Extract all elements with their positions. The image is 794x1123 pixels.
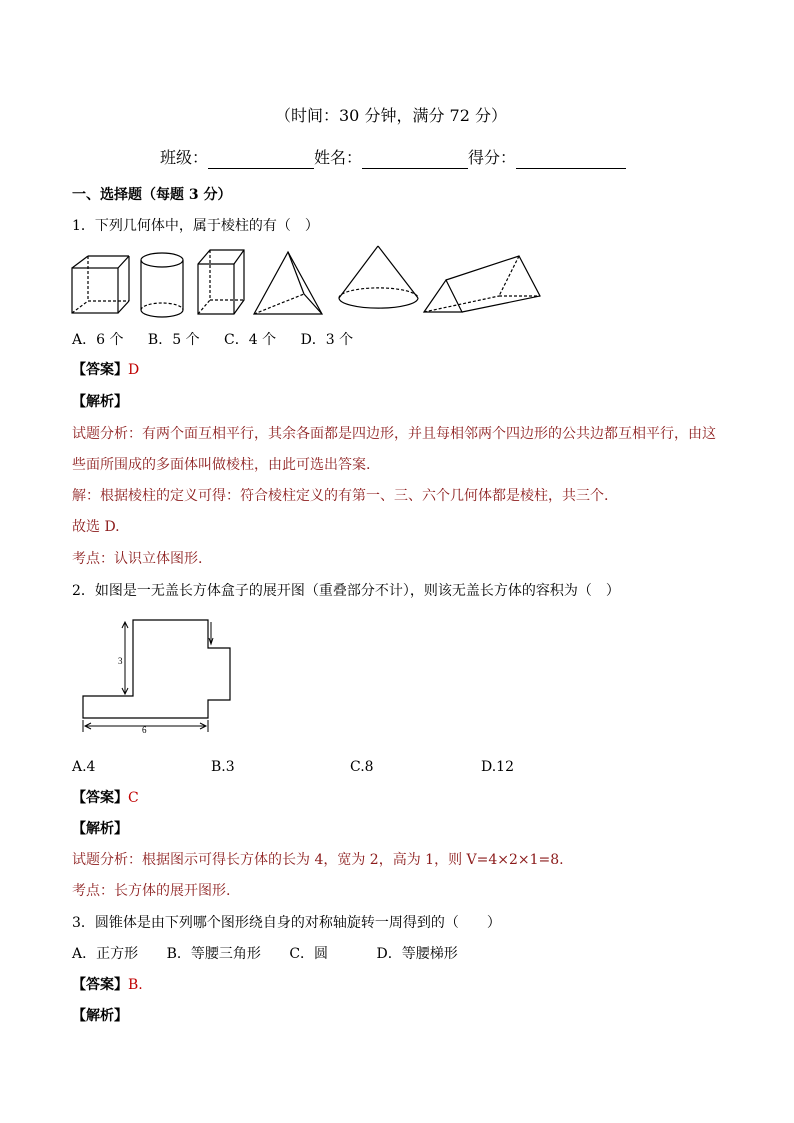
q1-analysis-line1: 试题分析：有两个面互相平行，其余各面都是四边形，并且每相邻两个四边形的公共边都互相平行，由这 — [72, 426, 716, 442]
name-label: 姓名： — [314, 148, 363, 167]
tetrahedron-icon — [254, 252, 322, 314]
q1-answer — [72, 361, 139, 379]
answer-value: B. — [128, 977, 143, 993]
q1-analysis-line2: 些面所围成的多面体叫做棱柱，由此可选出答案. — [72, 457, 371, 473]
q3-stem: 3．圆锥体是由下列哪个图形绕自身的对称轴旋转一周得到的（ ） — [72, 915, 501, 931]
q2-analysis-label: 【解析】 — [72, 821, 128, 837]
q2-kaodian: 考点：长方体的展开图形. — [72, 883, 231, 899]
class-label: 班级： — [160, 148, 209, 167]
q2-stem: 2．如图是一无盖长方体盒子的展开图（重叠部分不计），则该无盖长方体的容积为（ ） — [72, 583, 620, 599]
answer-label: 【答案】 — [72, 362, 128, 378]
q1-choose: 故选 D. — [72, 519, 120, 535]
q1-stem: 1．下列几何体中，属于棱柱的有（ ） — [72, 218, 319, 234]
answer-value: C — [128, 790, 139, 806]
q1-option-c[interactable]: C．4 个 — [224, 332, 277, 348]
q3-option-d[interactable]: D．等腰梯形 — [376, 946, 458, 962]
q1-solids-figure — [66, 244, 556, 322]
q3-options — [72, 945, 458, 963]
class-blank[interactable] — [208, 150, 314, 169]
net-width-label: 6 — [142, 725, 147, 735]
q2-analysis: 试题分析：根据图示可得长方体的长为 4，宽为 2，高为 1，则 V=4×2×1=8. — [72, 852, 564, 868]
net-height-label: 3 — [118, 656, 123, 666]
cylinder-icon — [141, 253, 183, 317]
time-info: （时间：30 分钟，满分 72 分） — [275, 106, 507, 125]
name-blank[interactable] — [362, 150, 468, 169]
score-label: 得分： — [468, 148, 517, 167]
q3-option-a[interactable]: A．正方形 — [72, 946, 139, 962]
q3-answer — [72, 976, 143, 994]
answer-label: 【答案】 — [72, 790, 128, 806]
triangular-prism-icon — [424, 256, 540, 312]
q2-answer — [72, 789, 139, 807]
q1-option-d[interactable]: D．3 个 — [300, 332, 354, 348]
cone-icon — [339, 246, 418, 308]
section-title: 一、选择题（每题 3 分） — [72, 187, 232, 203]
q2-net-figure — [78, 614, 238, 736]
q2-option-a[interactable]: A.4 — [72, 759, 96, 775]
score-blank[interactable] — [516, 150, 626, 169]
answer-label: 【答案】 — [72, 977, 128, 993]
q1-option-a[interactable]: A．6 个 — [72, 332, 124, 348]
q3-option-b[interactable]: B．等腰三角形 — [166, 946, 261, 962]
answer-value: D — [128, 362, 140, 378]
q1-option-b[interactable]: B．5 个 — [147, 332, 200, 348]
q3-analysis-label: 【解析】 — [72, 1008, 128, 1024]
q2-option-c[interactable]: C.8 — [350, 759, 374, 775]
student-info-line — [160, 147, 626, 169]
q1-options — [72, 331, 353, 349]
q2-option-d[interactable]: D.12 — [481, 759, 514, 775]
q1-analysis-label: 【解析】 — [72, 394, 128, 410]
box-prism-icon — [198, 250, 244, 314]
q1-solution: 解：根据棱柱的定义可得：符合棱柱定义的有第一、三、六个几何体都是棱柱，共三个. — [72, 488, 609, 504]
cube-icon — [72, 256, 129, 313]
q3-option-c[interactable]: C．圆 — [289, 946, 329, 962]
q1-kaodian: 考点：认识立体图形. — [72, 551, 203, 567]
q2-option-b[interactable]: B.3 — [211, 759, 235, 775]
net-outline — [83, 620, 230, 718]
